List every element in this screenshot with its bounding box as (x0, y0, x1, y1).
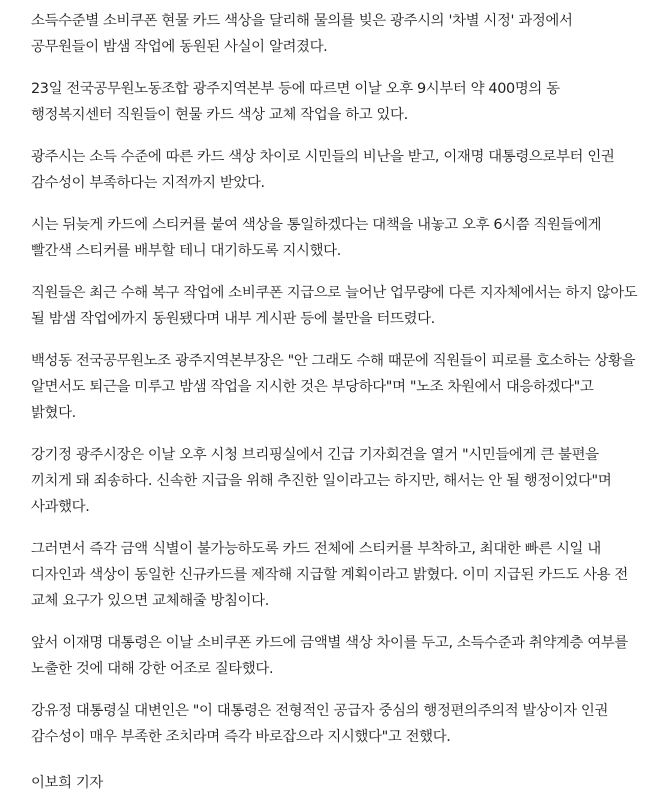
article-paragraph-3: 광주시는 소득 수준에 따른 카드 색상 차이로 시민들의 비난을 받고, 이재명 대통령으로부터 인권 감수성이 부족하다는 지적까지 받았다. (31, 149, 615, 191)
article-body (31, 8, 641, 796)
article-paragraph-5: 직원들은 최근 수해 복구 작업에 소비쿠폰 지급으로 늘어난 업무량에 다른 지자체에서는 하지 않아도 될 밤샘 작업에까지 동원됐다며 내부 게시판 등에 불만을 터뜨렸다. (31, 285, 638, 327)
article-paragraph-6: 백성동 전국공무원노조 광주지역본부장은 "안 그래도 수해 때문에 직원들이 피로를 호소하는 상황을 알면서도 퇴근을 미루고 밤샘 작업을 지시한 것은 부당하다"며 "노조 차원에서 대응하겠다"고 밝혔다. (31, 353, 636, 421)
article-paragraph-1: 소득수준별 소비쿠폰 현물 카드 색상을 달리해 물의를 빚은 광주시의 '차별 시정' 과정에서 공무원들이 밤샘 작업에 동원된 사실이 알려졌다. (31, 13, 573, 55)
article-paragraph-7: 강기정 광주시장은 이날 오후 시청 브리핑실에서 긴급 기자회견을 열거 "시민들에게 큰 불편을 끼치게 돼 죄송하다. 신속한 지급을 위해 추진한 일이라고는 하지만, 해서는 안 될 행정이었다"며 사과했다. (31, 447, 612, 515)
article-byline: 이보희 기자 (31, 775, 103, 791)
article-paragraph-8: 그러면서 즉각 금액 식별이 불가능하도록 카드 전체에 스티커를 부착하고, 최대한 빠른 시일 내 디자인과 색상이 동일한 신규카드를 제작해 지급할 계획이라고 밝혔다. 이미 지급된 카드도 사용 전 교체 요구가 있으면 교체해줄 방침이다. (31, 541, 628, 609)
article-paragraph-4: 시는 뒤늦게 카드에 스티커를 붙여 색상을 통일하겠다는 대책을 내놓고 오후 6시쯤 직원들에게 빨간색 스티커를 배부할 테니 대기하도록 지시했다. (31, 217, 602, 259)
article-paragraph-10: 강유정 대통령실 대변인은 "이 대통령은 전형적인 공급자 중심의 행정편의주의적 발상이자 인권 감수성이 매우 부족한 조치라며 즉각 바로잡으라 지시했다"고 전했다. (31, 703, 609, 745)
article-paragraph-2: 23일 전국공무원노동조합 광주지역본부 등에 따르면 이날 오후 9시부터 약 400명의 동 행정복지센터 직원들이 현물 카드 색상 교체 작업을 하고 있다. (31, 81, 560, 123)
article-paragraph-9: 앞서 이재명 대통령은 이날 소비쿠폰 카드에 금액별 색상 차이를 두고, 소득수준과 취약계층 여부를 노출한 것에 대해 강한 어조로 질타했다. (31, 635, 628, 677)
